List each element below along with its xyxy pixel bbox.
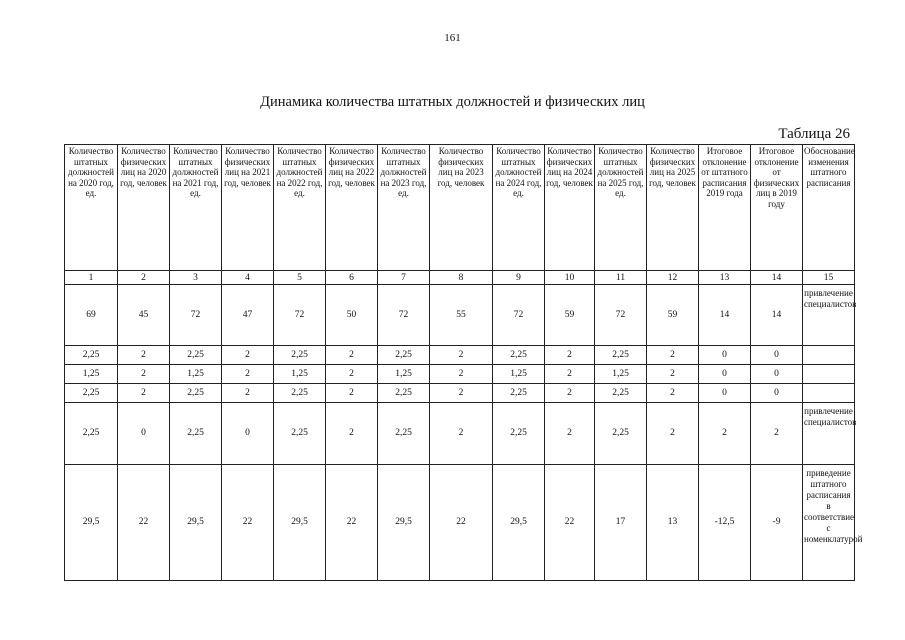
data-row-cell: 29,5 bbox=[65, 465, 118, 581]
data-row-cell: 2 bbox=[545, 365, 595, 384]
data-row-cell: 2 bbox=[222, 365, 274, 384]
data-row-cell: 0 bbox=[699, 365, 751, 384]
data-row-cell: 72 bbox=[274, 285, 326, 346]
data-row-cell: 2,25 bbox=[170, 346, 222, 365]
column-number-row-cell: 8 bbox=[430, 271, 493, 285]
header-row-cell: Количество физических лиц на 2021 год, человек bbox=[222, 145, 274, 271]
header-row-cell: Количество штатных должностей на 2020 год, ед. bbox=[65, 145, 118, 271]
data-row-cell: 2,25 bbox=[595, 346, 647, 365]
data-row-cell: 14 bbox=[699, 285, 751, 346]
data-row bbox=[65, 403, 855, 465]
data-row-cell: 2 bbox=[430, 384, 493, 403]
table-label: Таблица 26 bbox=[778, 126, 850, 142]
header-row-cell: Количество штатных должностей на 2025 год, ед. bbox=[595, 145, 647, 271]
data-row-cell: 2,25 bbox=[65, 384, 118, 403]
data-row-cell: 2 bbox=[118, 365, 170, 384]
data-row-cell: 1,25 bbox=[595, 365, 647, 384]
data-row-cell: 22 bbox=[118, 465, 170, 581]
data-row-cell: 29,5 bbox=[378, 465, 430, 581]
data-row-cell: 22 bbox=[326, 465, 378, 581]
data-row-cell: 0 bbox=[699, 346, 751, 365]
header-row-cell: Количество штатных должностей на 2021 год, ед. bbox=[170, 145, 222, 271]
header-row-cell: Обоснование изменения штатного расписания bbox=[803, 145, 855, 271]
data-row-cell: 2 bbox=[751, 403, 803, 465]
column-number-row-cell: 11 bbox=[595, 271, 647, 285]
data-row-cell: 0 bbox=[699, 384, 751, 403]
header-row-cell: Количество физических лиц на 2023 год, человек bbox=[430, 145, 493, 271]
data-row-cell: 59 bbox=[647, 285, 699, 346]
header-row-cell: Количество штатных должностей на 2022 год, ед. bbox=[274, 145, 326, 271]
data-row-cell: 2,25 bbox=[170, 403, 222, 465]
data-row-cell: -9 bbox=[751, 465, 803, 581]
data-row-cell: 0 bbox=[751, 384, 803, 403]
data-row-cell: 29,5 bbox=[274, 465, 326, 581]
data-row-cell: 2,25 bbox=[65, 403, 118, 465]
data-row-cell: 45 bbox=[118, 285, 170, 346]
data-row-cell: 2 bbox=[545, 346, 595, 365]
data-row-cell: 69 bbox=[65, 285, 118, 346]
data-row-cell: 2 bbox=[222, 384, 274, 403]
column-number-row-cell: 6 bbox=[326, 271, 378, 285]
data-row-cell: 1,25 bbox=[493, 365, 545, 384]
data-row-cell: 2 bbox=[118, 384, 170, 403]
data-row-cell: 22 bbox=[430, 465, 493, 581]
data-row-cell: 22 bbox=[222, 465, 274, 581]
data-row-cell: 2 bbox=[699, 403, 751, 465]
header-row-cell: Итоговое отклонение от штатного расписания 2019 года bbox=[699, 145, 751, 271]
data-row-cell: 13 bbox=[647, 465, 699, 581]
data-row-cell: привлечение специалистов bbox=[803, 285, 855, 346]
data-row-cell: 55 bbox=[430, 285, 493, 346]
data-row-cell: 72 bbox=[595, 285, 647, 346]
data-row-cell: 72 bbox=[170, 285, 222, 346]
data-row-cell: привлечение специалистов bbox=[803, 403, 855, 465]
document-title: Динамика количества штатных должностей и физических лиц bbox=[260, 94, 645, 110]
data-row-cell: 2 bbox=[118, 346, 170, 365]
column-number-row bbox=[65, 271, 855, 285]
data-row-cell: 2 bbox=[545, 384, 595, 403]
data-row-cell: 2 bbox=[430, 346, 493, 365]
data-row-cell: -12,5 bbox=[699, 465, 751, 581]
header-row-cell: Количество штатных должностей на 2024 год, ед. bbox=[493, 145, 545, 271]
data-row-cell: 0 bbox=[751, 365, 803, 384]
data-row-cell: 2 bbox=[326, 365, 378, 384]
column-number-row-cell: 2 bbox=[118, 271, 170, 285]
data-row-cell: 14 bbox=[751, 285, 803, 346]
data-row-cell: 72 bbox=[493, 285, 545, 346]
data-row-cell: 1,25 bbox=[378, 365, 430, 384]
column-number-row-cell: 1 bbox=[65, 271, 118, 285]
data-row-cell: 2,25 bbox=[378, 346, 430, 365]
data-row-cell: 0 bbox=[118, 403, 170, 465]
data-row-cell: 2 bbox=[222, 346, 274, 365]
header-row-cell: Количество физических лиц на 2025 год, человек bbox=[647, 145, 699, 271]
data-row-cell: 2 bbox=[545, 403, 595, 465]
data-row-cell: 2 bbox=[647, 403, 699, 465]
column-number-row-cell: 10 bbox=[545, 271, 595, 285]
column-number-row-cell: 9 bbox=[493, 271, 545, 285]
column-number-row-cell: 15 bbox=[803, 271, 855, 285]
data-row-cell: 2 bbox=[647, 365, 699, 384]
data-row-cell: 2,25 bbox=[378, 403, 430, 465]
data-row-cell: 2 bbox=[326, 384, 378, 403]
header-row-cell: Количество штатных должностей на 2023 год, ед. bbox=[378, 145, 430, 271]
data-row-cell: 0 bbox=[751, 346, 803, 365]
column-number-row-cell: 13 bbox=[699, 271, 751, 285]
data-row-cell: 2,25 bbox=[274, 346, 326, 365]
header-row bbox=[65, 145, 855, 271]
data-row bbox=[65, 285, 855, 346]
data-row-cell: 2 bbox=[326, 403, 378, 465]
data-row-cell: 2,25 bbox=[274, 403, 326, 465]
data-row bbox=[65, 465, 855, 581]
data-row-cell: 17 bbox=[595, 465, 647, 581]
data-row-cell: 2 bbox=[430, 365, 493, 384]
column-number-row-cell: 12 bbox=[647, 271, 699, 285]
data-row-cell bbox=[803, 384, 855, 403]
data-row-cell: 2 bbox=[326, 346, 378, 365]
data-row-cell: 2 bbox=[647, 384, 699, 403]
data-row bbox=[65, 384, 855, 403]
data-row-cell: 2,25 bbox=[595, 403, 647, 465]
staffing-table bbox=[64, 144, 863, 581]
column-number-row-cell: 5 bbox=[274, 271, 326, 285]
data-row-cell: 2,25 bbox=[493, 384, 545, 403]
page-number: 161 bbox=[444, 32, 461, 44]
data-row-cell: 29,5 bbox=[493, 465, 545, 581]
data-row-cell: 2,25 bbox=[493, 346, 545, 365]
column-number-row-cell: 7 bbox=[378, 271, 430, 285]
data-row-cell bbox=[803, 365, 855, 384]
column-number-row-cell: 14 bbox=[751, 271, 803, 285]
data-row bbox=[65, 365, 855, 384]
data-row-cell: 1,25 bbox=[170, 365, 222, 384]
data-row-cell: 59 bbox=[545, 285, 595, 346]
data-row-cell: 29,5 bbox=[170, 465, 222, 581]
data-row bbox=[65, 346, 855, 365]
data-row-cell: 2,25 bbox=[378, 384, 430, 403]
column-number-row-cell: 4 bbox=[222, 271, 274, 285]
data-row-cell: 1,25 bbox=[274, 365, 326, 384]
data-row-cell: 2,25 bbox=[170, 384, 222, 403]
data-row-cell: 0 bbox=[222, 403, 274, 465]
data-row-cell: 2,25 bbox=[274, 384, 326, 403]
data-row-cell: 22 bbox=[545, 465, 595, 581]
data-row-cell: 47 bbox=[222, 285, 274, 346]
column-number-row-cell: 3 bbox=[170, 271, 222, 285]
header-row-cell: Итоговое отклонение от физических лиц в 2019 году bbox=[751, 145, 803, 271]
data-row-cell: 2,25 bbox=[595, 384, 647, 403]
header-row-cell: Количество физических лиц на 2022 год, человек bbox=[326, 145, 378, 271]
data-row-cell: 2,25 bbox=[65, 346, 118, 365]
data-row-cell: 2 bbox=[430, 403, 493, 465]
header-row-cell: Количество физических лиц на 2024 год, человек bbox=[545, 145, 595, 271]
data-row-cell: 72 bbox=[378, 285, 430, 346]
data-row-cell: 2,25 bbox=[493, 403, 545, 465]
data-row-cell: приведение штатного расписания в соответствие с номенклатурой bbox=[803, 465, 855, 581]
data-row-cell bbox=[803, 346, 855, 365]
data-row-cell: 50 bbox=[326, 285, 378, 346]
data-row-cell: 1,25 bbox=[65, 365, 118, 384]
header-row-cell: Количество физических лиц на 2020 год, человек bbox=[118, 145, 170, 271]
data-row-cell: 2 bbox=[647, 346, 699, 365]
